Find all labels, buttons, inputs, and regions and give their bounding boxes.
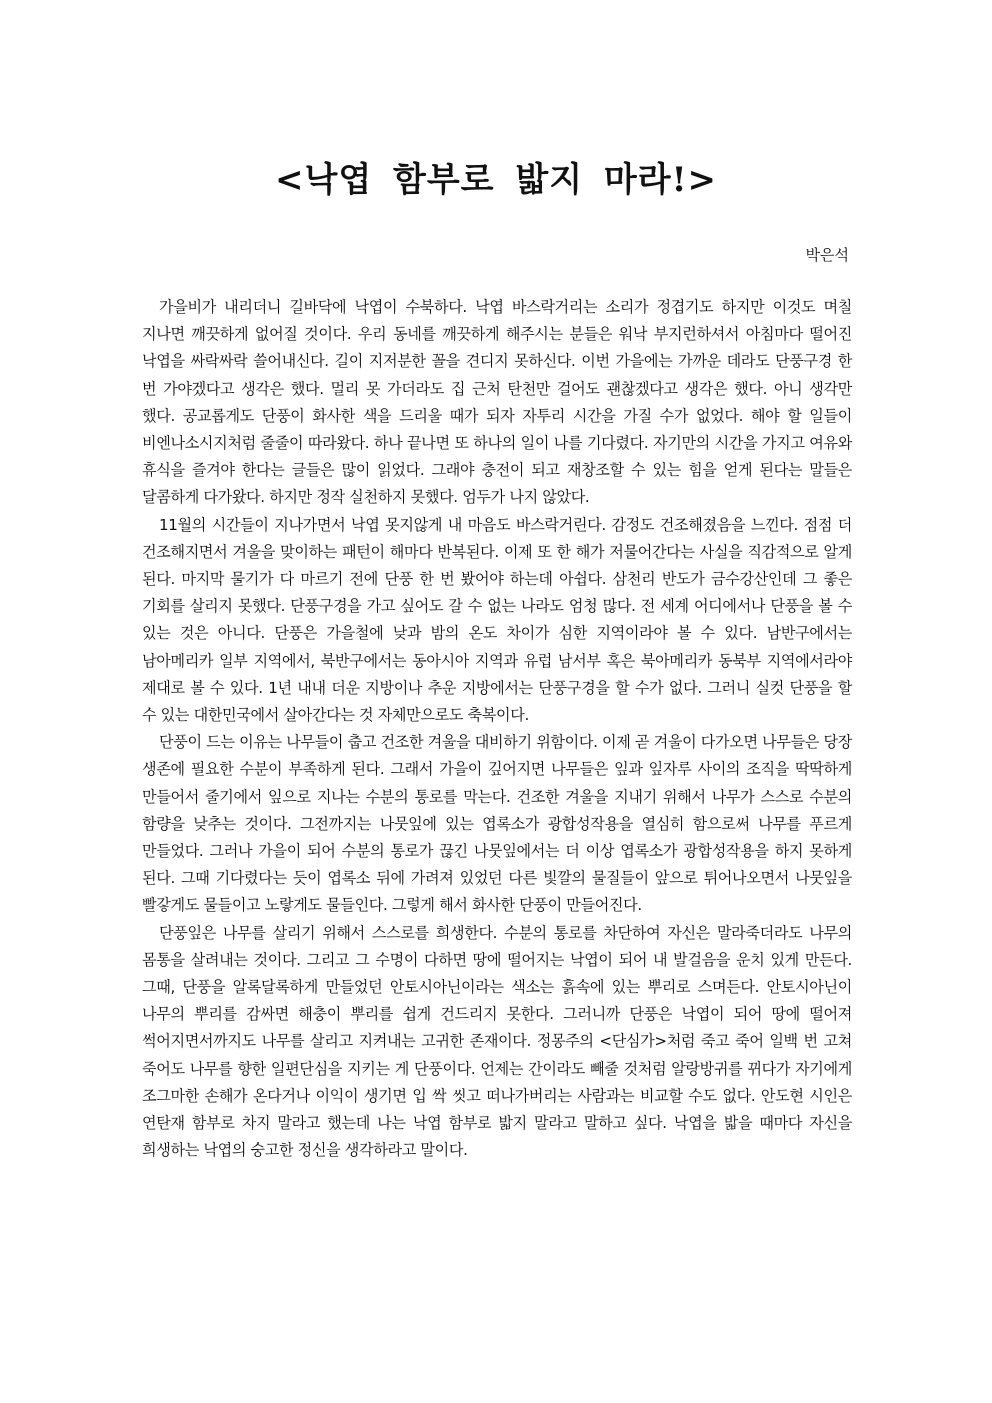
paragraph-2: 11월의 시간들이 지나가면서 낙엽 못지않게 내 마음도 바스락거린다. 감정도 건조해졌음을 느낀다. 점점 더 건조해지면서 겨울을 맞이하는 패턴이 해마다 반복된다. 이제 또 한 해가 저물어간다는 사실을 직감적으로 알게 된다. 마지막 물기가 다 마르기 전에 단풍 한 번 봤어야 하는데 아쉽다. 삼천리 반도가 금수강산인데 그 좋은 기회를 살리지 못했다. 단풍구경을 가고 싶어도 갈 수 없는 나라도 엄청 많다. 전 세계 어디에서나 단풍을 볼 수 있는 것은 아니다. 단풍은 가을철에 낮과 밤의 온도 차이가 심한 지역이라야 볼 수 있다. 남반구에서는 남아메리카 일부 지역에서, 북반구에서는 동아시아 지역과 유럽 남서부 혹은 북아메리카 동북부 지역에서라야 제대로 볼 수 있다. 1년 내내 더운 지방이나 추운 지방에서는 단풍구경을 할 수가 없다. 그러니 실컷 단풍을 할 수 있는 대한민국에서 살아간다는 것 자체만으로도 축복이다.	[142, 515, 852, 725]
document-title: <낙엽 함부로 밟지 마라!>	[274, 160, 717, 200]
paragraph-3: 단풍이 드는 이유는 나무들이 춥고 건조한 겨울을 대비하기 위함이다. 이제 곧 겨울이 다가오면 나무들은 당장 생존에 필요한 수분이 부족하게 된다. 그래서 가을이 깊어지면 나무들은 잎과 잎자루 사이의 조직을 딱딱하게 만들어서 줄기에서 잎으로 지나는 수분의 통로를 막는다. 건조한 겨울을 지내기 위해서 나무가 스스로 수분의 함량을 낮추는 것이다. 그전까지는 나뭇잎에 있는 엽록소가 광합성작용을 열심히 함으로써 나무를 푸르게 만들었다. 그러나 가을이 되어 수분의 통로가 끊긴 나뭇잎에서는 더 이상 엽록소가 광합성작용을 하지 못하게 된다. 그때 기다렸다는 듯이 엽록소 뒤에 가려져 있었던 다른 빛깔의 물질들이 앞으로 튀어나오면서 나뭇잎을 빨갛게도 물들이고 노랗게도 물들인다. 그렇게 해서 화사한 단풍이 만들어진다.	[142, 733, 852, 915]
paragraph-4: 단풍잎은 나무를 살리기 위해서 스스로를 희생한다. 수분의 통로를 차단하여 자신은 말라죽더라도 나무의 몸통을 살려내는 것이다. 그리고 그 수명이 다하면 땅에 떨어지는 낙엽이 되어 내 발걸음을 운치 있게 만든다. 그때, 단풍을 알록달록하게 만들었던 안토시아닌이라는 색소는 흙속에 있는 뿌리로 스며든다. 안토시아닌이 나무의 뿌리를 감싸면 해충이 뿌리를 쉽게 건드리지 못한다. 그러니까 단풍은 낙엽이 되어 땅에 떨어져 썩어지면서까지도 나무를 살리고 지켜내는 고귀한 존재이다. 정몽주의 <단심가>처럼 죽고 죽어 일백 번 고쳐 죽어도 나무를 향한 일편단심을 지키는 게 단풍이다. 언제는 간이라도 빼줄 것처럼 알랑방귀를 뀌다가 자기에게 조그마한 손해가 온다거나 이익이 생기면 입 싹 씻고 떠나가버리는 사람과는 비교할 수도 없다. 안도현 시인은 연탄재 함부로 차지 말라고 했는데 나는 낙엽 함부로 밟지 말라고 말하고 싶다. 낙엽을 밟을 때마다 자신을 희생하는 낙엽의 숭고한 정신을 생각하라고 말이다.	[142, 923, 852, 1160]
author-name: 박은석	[805, 246, 849, 264]
document-body	[142, 294, 852, 1165]
paragraph-1: 가을비가 내리더니 길바닥에 낙엽이 수북하다. 낙엽 바스락거리는 소리가 정겹기도 하지만 이것도 며칠 지나면 깨끗하게 없어질 것이다. 우리 동네를 깨끗하게 해주시는 분들은 워낙 부지런하셔서 아침마다 떨어진 낙엽을 싸락싸락 쓸어내신다. 길이 지저분한 꼴을 견디지 못하신다. 이번 가을에는 가까운 데라도 단풍구경 한 번 가야겠다고 생각은 했다. 멀리 못 가더라도 집 근처 탄천만 걸어도 괜찮겠다고 생각은 했다. 아니 생각만 했다. 공교롭게도 단풍이 화사한 색을 드리울 때가 되자 자투리 시간을 가질 수가 없었다. 해야 할 일들이 비엔나소시지처럼 줄줄이 따라왔다. 하나 끝나면 또 하나의 일이 나를 기다렸다. 자기만의 시간을 가지고 여유와 휴식을 즐겨야 한다는 글들은 많이 읽었다. 그래야 충전이 되고 재창조할 수 있는 힘을 얻게 된다는 말들은 달콤하게 다가왔다. 하지만 정작 실천하지 못했다. 엄두가 나지 않았다.	[142, 298, 852, 507]
